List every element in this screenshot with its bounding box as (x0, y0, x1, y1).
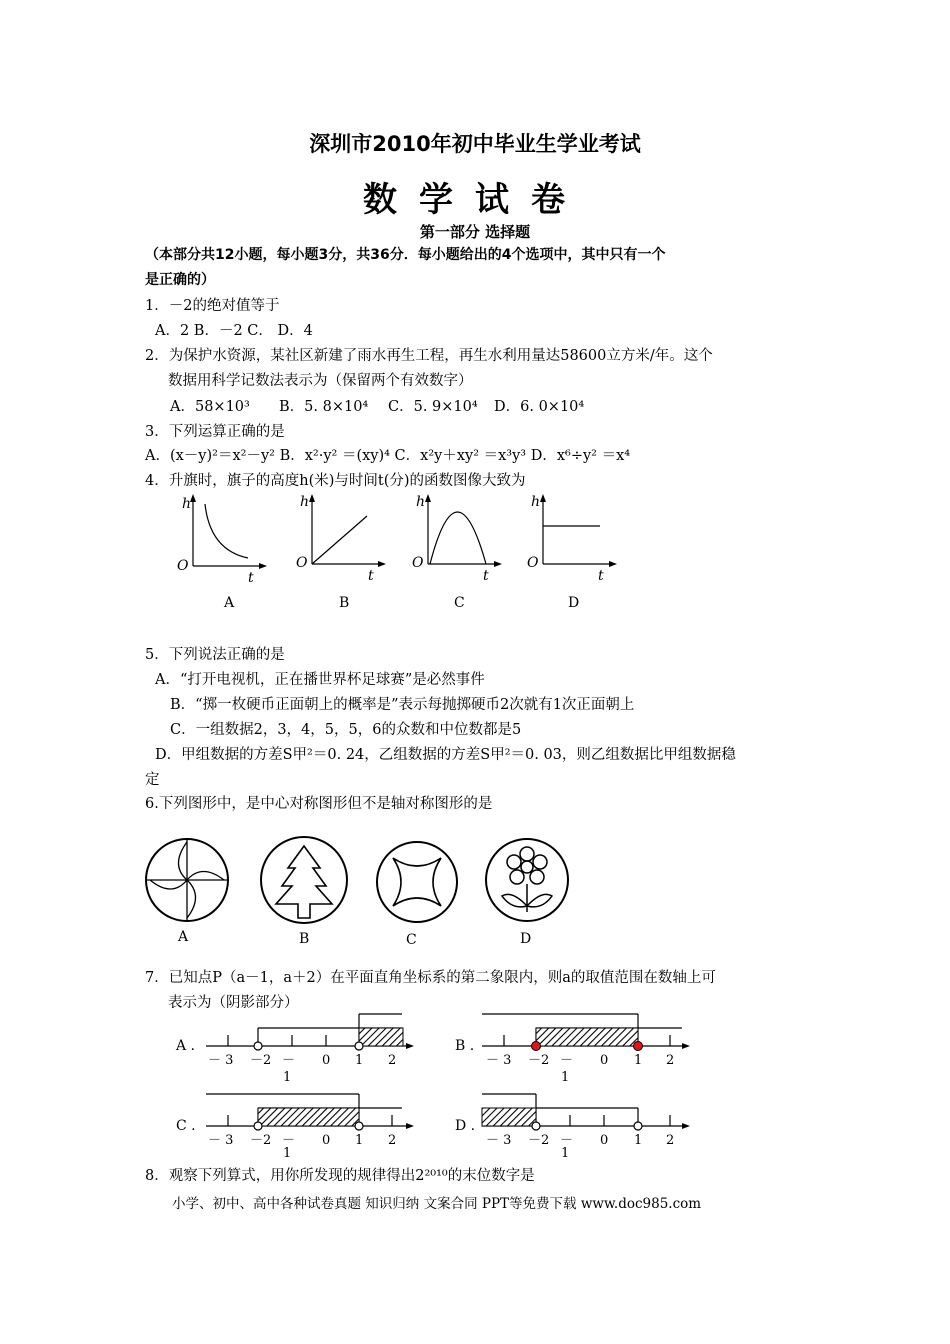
q6-label-b: B (299, 931, 310, 947)
q7-label-c: C . (176, 1118, 196, 1134)
q2-stem-line1: 2．为保护水资源，某社区新建了雨水再生工程，再生水利用量达58600立方米/年。这个 (145, 348, 713, 364)
q6-figures (140, 830, 600, 950)
q4-stem: 4．升旗时，旗子的高度h(米)与时间t(分)的函数图像大致为 (145, 473, 526, 489)
q7-stem-line2: 表示为（阴影部分） (168, 995, 299, 1011)
q4-a-label: A (224, 595, 235, 611)
footer-ad: 小学、初中、高中各种试卷真题 知识归纳 文案合同 PPT等免费下载 www.doc985.com (172, 1196, 702, 1212)
q4-graph-d (527, 494, 617, 611)
q4-b-origin: O (296, 555, 308, 571)
q4-d-origin: O (527, 555, 539, 571)
q2-option-b: B．5. 8×10⁴ (279, 399, 369, 415)
q7-d-tick-2: 2 (666, 1133, 675, 1148)
q6-figure-a (146, 839, 228, 921)
q4-a-axis-h: h (182, 496, 192, 512)
q4-c-label: C (454, 595, 465, 611)
q7-a-tick-n3: － 3 (208, 1053, 234, 1068)
q3-options: A．(x－y)²＝x²－y² B．x²·y² ＝(xy)⁴ C．x²y＋xy² ＝x³y³ D．x⁶÷y² ＝x⁴ (145, 448, 631, 464)
q7-a-tick-under: 1 (283, 1070, 292, 1085)
q7-d-tick-0: 0 (600, 1133, 609, 1148)
q7-line-b (455, 1014, 690, 1085)
q6-label-a: A (178, 929, 189, 945)
q7-d-tick-1: 1 (634, 1133, 643, 1148)
q6-label-c: C (406, 932, 417, 948)
q4-b-axis-h: h (300, 494, 310, 510)
q7-label-a: A . (176, 1038, 196, 1054)
q7-line-d (455, 1094, 690, 1148)
q2-option-a: A．58×10³ (170, 399, 250, 415)
q7-b-tick-minus: － (560, 1053, 574, 1068)
q7-line-a (175, 1014, 414, 1085)
q4-a-origin: O (177, 558, 189, 574)
section-intro-line2: 是正确的） (145, 272, 215, 288)
q7-d-tick-under: 1 (561, 1146, 570, 1161)
q7-b-tick-2: 2 (666, 1053, 675, 1068)
q4-graph-b (296, 494, 386, 611)
q7-c-tick-0: 0 (322, 1133, 331, 1148)
q5-option-d-line2: 定 (145, 772, 160, 788)
q8-stem: 8．观察下列算式，用你所发现的规律得出2²⁰¹⁰的末位数字是 (145, 1168, 535, 1184)
subject-title: 数学试卷 (363, 180, 587, 220)
q7-a-tick-n2: －2 (250, 1053, 272, 1068)
q7-c-tick-n2: －2 (250, 1133, 272, 1148)
q7-b-tick-0: 0 (600, 1053, 609, 1068)
q2-option-c: C．5. 9×10⁴ (388, 399, 478, 415)
q7-a-tick-2: 2 (388, 1053, 397, 1068)
q6-label-d: D (520, 931, 532, 947)
q7-b-tick-1: 1 (634, 1053, 643, 1068)
q4-d-axis-h: h (531, 494, 541, 510)
q7-stem-line1: 7．已知点P（a－1，a＋2）在平面直角坐标系的第二象限内，则a的取值范围在数轴上可 (145, 970, 716, 986)
q7-line-c (176, 1094, 414, 1148)
q7-number-lines (170, 1010, 710, 1160)
q7-d-tick-n3: － 3 (486, 1133, 512, 1148)
q7-label-d: D . (455, 1118, 476, 1134)
q7-a-tick-0: 0 (322, 1053, 331, 1068)
q4-c-axis-h: h (416, 494, 426, 510)
q4-a-axis-t: t (248, 570, 254, 586)
q7-c-tick-n3: － 3 (208, 1133, 234, 1148)
q7-label-b: B . (455, 1038, 475, 1054)
q7-b-tick-under: 1 (561, 1070, 570, 1085)
q3-stem: 3．下列运算正确的是 (145, 424, 285, 440)
q1-stem: 1．－2的绝对值等于 (145, 298, 280, 314)
q4-graphs (160, 490, 630, 620)
q7-a-tick-1: 1 (355, 1053, 364, 1068)
q6-figure-c (377, 842, 457, 922)
q5-option-a: A．“打开电视机，正在播世界杯足球赛”是必然事件 (155, 672, 485, 688)
exam-title: 深圳市2010年初中毕业生学业考试 (309, 132, 641, 156)
q4-c-origin: O (412, 555, 424, 571)
q6-stem: 6.下列图形中，是中心对称图形但不是轴对称图形的是 (145, 796, 493, 812)
q4-b-label: B (339, 595, 350, 611)
q4-graph-c (412, 494, 502, 611)
q2-option-d: D．6. 0×10⁴ (494, 399, 585, 415)
q6-figure-d (486, 839, 568, 921)
q5-option-b: B．“掷一枚硬币正面朝上的概率是”表示每抛掷硬币2次就有1次正面朝上 (170, 697, 635, 713)
q4-c-axis-t: t (483, 568, 489, 584)
q7-c-tick-minus: － (282, 1133, 296, 1148)
q5-option-c: C．一组数据2，3，4，5，5，6的众数和中位数都是5 (170, 722, 522, 738)
section-intro-line1: （本部分共12小题，每小题3分，共36分．每小题给出的4个选项中，其中只有一个 (145, 247, 666, 263)
q4-d-label: D (568, 595, 580, 611)
q4-b-axis-t: t (368, 568, 374, 584)
q7-c-tick-2: 2 (388, 1133, 397, 1148)
q7-b-tick-n3: － 3 (486, 1053, 512, 1068)
q7-b-tick-n2: －2 (528, 1053, 550, 1068)
q7-d-tick-minus: － (560, 1133, 574, 1148)
q4-graph-a (177, 494, 267, 611)
q1-options: A．2 B．－2 C． D．4 (155, 323, 313, 339)
q7-a-tick-minus: － (282, 1053, 296, 1068)
q5-stem: 5．下列说法正确的是 (145, 647, 285, 663)
q7-d-tick-n2: －2 (528, 1133, 550, 1148)
q5-option-d-line1: D．甲组数据的方差S甲²＝0. 24，乙组数据的方差S甲²＝0. 03，则乙组数据比甲组数据稳 (155, 747, 736, 763)
section-title: 第一部分 选择题 (419, 223, 531, 241)
q6-figure-b (261, 837, 347, 923)
q7-c-tick-1: 1 (355, 1133, 364, 1148)
q7-c-tick-under: 1 (283, 1146, 292, 1161)
q2-stem-line2: 数据用科学记数法表示为（保留两个有效数字） (168, 373, 473, 389)
q4-d-axis-t: t (598, 568, 604, 584)
